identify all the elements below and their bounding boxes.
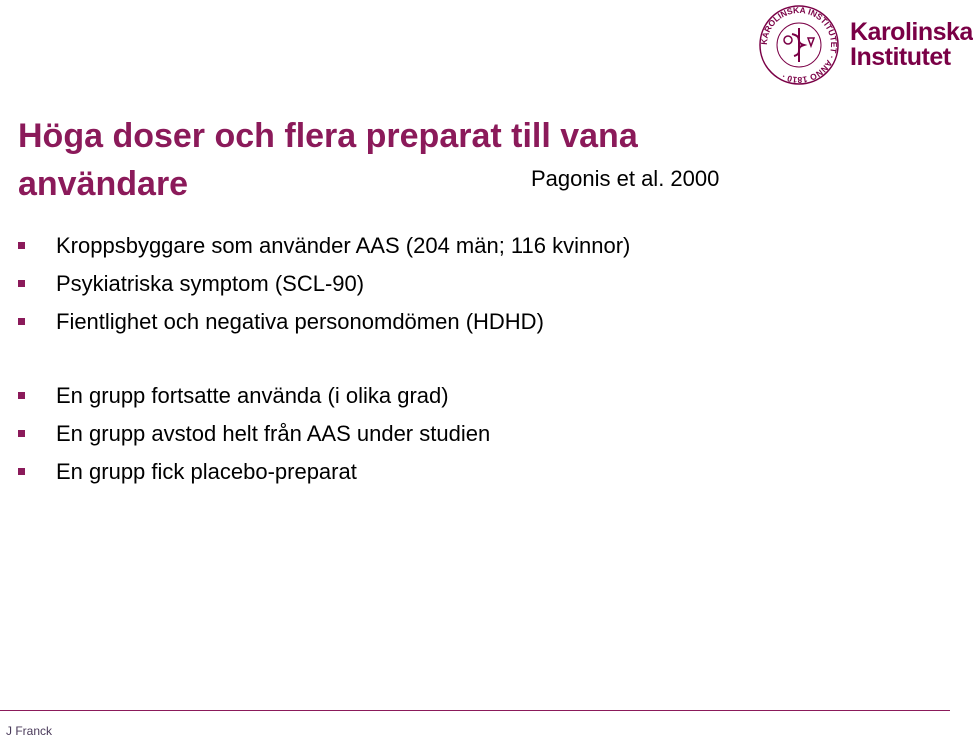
slide-title-line2: användare [18,165,189,203]
bullet-item [18,265,630,303]
bullet-square-icon [18,318,25,325]
bullet-list-2 [18,377,490,491]
bullet-square-icon [18,280,25,287]
bullet-item [18,453,490,491]
bullet-text: En grupp avstod helt från AAS under studien [56,421,491,446]
bullet-list-1 [18,227,630,341]
bullet-square-icon [18,430,25,437]
bullet-item [18,303,630,341]
logo-wordmark [850,20,973,70]
bullet-text: Fientlighet och negativa personomdömen (HDHD) [56,309,544,334]
bullet-square-icon [18,468,25,475]
bullet-item [18,377,490,415]
bullet-text: Kroppsbyggare som använder AAS (204 män; 116 kvinnor) [56,233,631,258]
bullet-square-icon [18,392,25,399]
bullet-text: En grupp fick placebo-preparat [56,459,357,484]
logo-wordmark-line2: Institutet [850,43,951,71]
karolinska-logo [758,4,973,86]
citation: Pagonis et al. 2000 [531,166,720,191]
bullet-square-icon [18,242,25,249]
slide-title [18,112,778,208]
footer-divider [0,710,950,711]
seal-icon [758,4,840,86]
slide-title-line1: Höga doser och flera preparat till vana [18,117,638,155]
bullet-text: En grupp fortsatte använda (i olika grad) [56,383,449,408]
logo-wordmark-line1: Karolinska [850,18,973,46]
bullet-item [18,227,630,265]
footer-author: J Franck [6,724,53,738]
bullet-text: Psykiatriska symptom (SCL-90) [56,271,365,296]
seal-text: KAROLINSKA INSTITUTET · ANNO 1810 · [758,4,840,86]
bullet-item [18,415,490,453]
